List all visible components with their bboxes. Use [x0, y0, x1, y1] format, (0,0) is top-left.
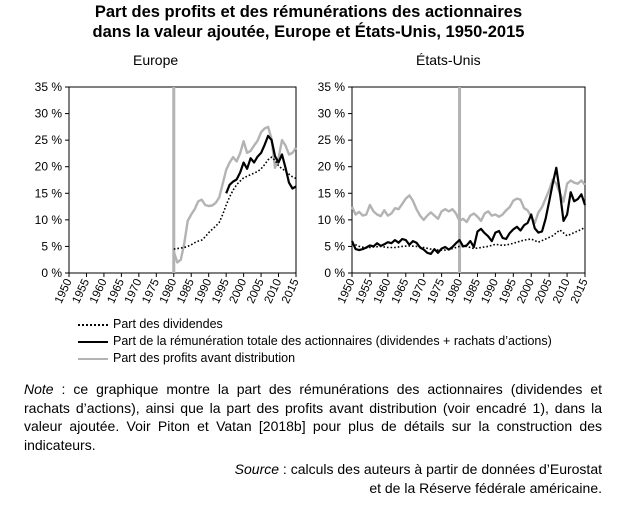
y-tick-label-europe: 30 %: [34, 106, 62, 121]
y-tick-label-etats-unis: 20 %: [317, 159, 345, 174]
legend-swatch-totale: [78, 341, 108, 343]
plot-frame-etats-unis: [352, 87, 585, 273]
y-tick-label-europe: 15 %: [34, 186, 62, 201]
y-tick-label-europe: 25 %: [34, 133, 62, 148]
x-tick-label-europe: 1955: [70, 277, 93, 306]
y-tick-label-europe: 20 %: [34, 159, 62, 174]
x-tick-label-etats-unis: 1970: [407, 277, 430, 306]
y-tick-label-europe: 5 %: [41, 239, 62, 254]
x-tick-label-etats-unis: 1985: [461, 277, 484, 306]
x-tick-label-europe: 1995: [210, 277, 232, 306]
y-tick-label-etats-unis: 10 %: [317, 212, 345, 227]
plot-frame-europe: [69, 87, 296, 273]
x-tick-label-etats-unis: 1995: [497, 277, 520, 306]
source-text-1: : calculs des auteurs à partir de données d’Eurostat: [279, 461, 602, 477]
x-tick-label-europe: 2000: [227, 277, 250, 306]
title-line-1: Part des profits et des rémunérations des actionnaires: [94, 3, 523, 21]
series-line-dividendes-europe: [174, 157, 296, 249]
legend-swatch-profits: [78, 358, 108, 360]
x-tick-label-europe: 1970: [122, 277, 145, 306]
x-tick-label-etats-unis: 1965: [389, 277, 412, 306]
x-tick-label-etats-unis: 1950: [336, 277, 358, 306]
legend-swatch-dividendes: [78, 324, 108, 326]
note-text: : ce graphique montre la part des rémunérations des actionnaires (dividendes et rachats d’actions), ainsi que la part des profits avant distribution (voir encadré 1), dans la valeur ajoutée. Voir Piton et Vatan [2018b] pour plus de détails sur la construction des indicateurs.: [24, 381, 602, 453]
y-tick-label-europe: 10 %: [34, 212, 62, 227]
legend-label-dividendes: Part des dividendes: [113, 317, 223, 331]
series-line-profits-europe: [174, 127, 296, 263]
x-tick-label-europe: 1975: [140, 277, 163, 306]
legend-item-profits: [78, 350, 552, 367]
source-label: Source: [234, 461, 280, 477]
x-tick-label-europe: 2005: [245, 277, 267, 306]
y-tick-label-etats-unis: 0 %: [324, 266, 345, 280]
y-tick-label-etats-unis: 15 %: [317, 186, 345, 201]
x-tick-label-etats-unis: 1955: [353, 277, 376, 306]
panel-title-etats-unis: États-Unis: [416, 52, 481, 68]
x-tick-label-europe: 1950: [53, 277, 75, 306]
x-tick-label-europe: 1960: [87, 277, 110, 306]
y-tick-label-europe: 35 %: [34, 80, 62, 94]
legend-label-profits: Part des profits avant distribution: [113, 351, 296, 365]
legend-item-totale: [78, 333, 552, 350]
x-tick-label-etats-unis: 1960: [371, 277, 394, 306]
x-tick-label-europe: 1980: [157, 277, 180, 306]
legend-label-totale: Part de la rémunération totale des actionnaires (dividendes + rachats d’actions): [113, 334, 552, 348]
y-tick-label-etats-unis: 25 %: [317, 133, 345, 148]
note-label: Note: [24, 381, 54, 397]
series-line-dividendes-etats-unis: [352, 227, 585, 250]
x-tick-label-europe: 1985: [175, 277, 197, 306]
y-tick-label-etats-unis: 35 %: [317, 80, 345, 94]
series-line-remuneration-totale-etats-unis: [352, 168, 585, 254]
y-tick-label-europe: 0 %: [41, 266, 62, 280]
y-tick-label-etats-unis: 5 %: [324, 239, 345, 254]
x-tick-label-etats-unis: 2015: [569, 277, 591, 306]
x-tick-label-europe: 1990: [192, 277, 215, 306]
y-tick-label-etats-unis: 30 %: [317, 106, 345, 121]
source-text-2: et de la Réserve fédérale américaine.: [369, 479, 602, 496]
x-tick-label-etats-unis: 2010: [551, 277, 573, 306]
x-tick-label-europe: 1965: [105, 277, 128, 306]
legend: [78, 316, 552, 367]
title-line-2: dans la valeur ajoutée, Europe et États-Unis, 1950-2015: [92, 23, 525, 41]
source-paragraph: [182, 460, 602, 497]
legend-item-dividendes: [78, 316, 552, 333]
panel-title-europe: Europe: [133, 52, 179, 68]
note-paragraph: [24, 380, 602, 454]
x-tick-label-etats-unis: 2005: [533, 277, 555, 306]
x-tick-label-etats-unis: 1975: [425, 277, 448, 306]
x-tick-label-europe: 2015: [280, 277, 302, 306]
x-tick-label-etats-unis: 1980: [443, 277, 466, 306]
x-tick-label-etats-unis: 1990: [479, 277, 502, 306]
x-tick-label-europe: 2010: [262, 277, 285, 306]
x-tick-label-etats-unis: 2000: [515, 277, 537, 306]
